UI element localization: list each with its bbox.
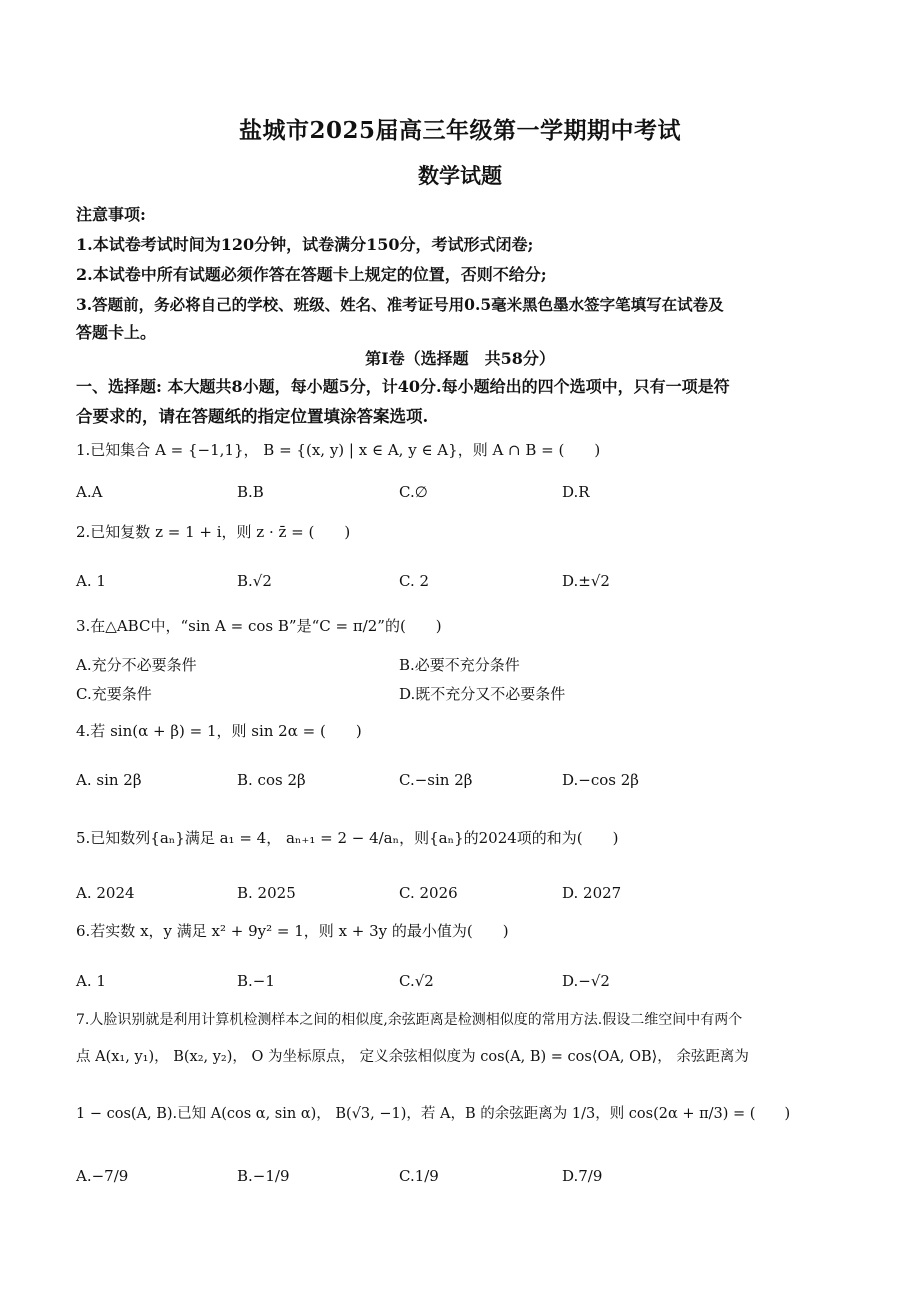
- question-1-stem: 1.已知集合 A = {−1,1}， B = {(x, y) | x ∈ A, y ∈ A}，则 A ∩ B = ( ): [76, 441, 601, 459]
- question-3-option-a: A.充分不必要条件: [76, 656, 197, 674]
- question-1-option-b: B.B: [237, 483, 264, 501]
- question-6-option-d: D.−√2: [562, 972, 610, 990]
- question-3-option-d: D.既不充分又不必要条件: [399, 685, 566, 703]
- question-7-stem-line: 点 A(x₁, y₁)， B(x₂, y₂)， O 为坐标原点， 定义余弦相似度为 cos(A, B) = cos⟨OA, OB⟩， 余弦距离为: [76, 1049, 749, 1065]
- question-1-option-a: A.A: [76, 483, 103, 501]
- question-4-option-c: C.−sin 2β: [399, 771, 473, 789]
- question-4-stem: 4.若 sin(α + β) = 1，则 sin 2α = ( ): [76, 722, 362, 740]
- exam-title: 盐城市2025届高三年级第一学期期中考试: [238, 117, 681, 144]
- section-instructions-cont: 合要求的，请在答题纸的指定位置填涂答案选项.: [76, 407, 429, 426]
- notice-item: 1.本试卷考试时间为120分钟，试卷满分150分，考试形式闭卷;: [76, 235, 534, 254]
- question-3-option-c: C.充要条件: [76, 685, 152, 703]
- notice-heading: 注意事项:: [76, 205, 146, 224]
- question-1-option-d: D.R: [562, 483, 590, 501]
- notice-item: 2.本试卷中所有试题必须作答在答题卡上规定的位置，否则不给分;: [76, 265, 547, 284]
- question-7-option-c: C.1/9: [399, 1167, 439, 1185]
- section-instructions: 一、选择题: 本大题共8小题，每小题5分，计40分.每小题给出的四个选项中，只有一项是符: [76, 377, 730, 396]
- question-7-option-b: B.−1/9: [237, 1167, 290, 1185]
- question-5-option-c: C. 2026: [399, 884, 458, 902]
- question-2-stem: 2.已知复数 z = 1 + i，则 z · z̄ = ( ): [76, 523, 351, 541]
- question-2-option-a: A. 1: [76, 572, 106, 590]
- notice-item: 答题卡上。: [76, 323, 157, 342]
- question-2-option-d: D.±√2: [562, 572, 610, 590]
- question-4-option-d: D.−cos 2β: [562, 771, 639, 789]
- question-4-option-a: A. sin 2β: [76, 771, 142, 789]
- question-3-stem: 3.在△ABC中，“sin A = cos B”是“C = π/2”的( ): [76, 617, 442, 635]
- question-7-option-a: A.−7/9: [76, 1167, 129, 1185]
- question-5-option-a: A. 2024: [76, 884, 135, 902]
- question-5-stem: 5.已知数列{aₙ}满足 a₁ = 4， aₙ₊₁ = 2 − 4/aₙ，则{aₙ}的2024项的和为( ): [76, 829, 619, 847]
- question-2-option-c: C. 2: [399, 572, 430, 590]
- question-4-option-b: B. cos 2β: [237, 771, 306, 789]
- question-2-option-b: B.√2: [237, 572, 272, 590]
- question-6-stem: 6.若实数 x，y 满足 x² + 9y² = 1，则 x + 3y 的最小值为( ): [76, 922, 509, 940]
- question-6-option-b: B.−1: [237, 972, 275, 990]
- question-6-option-c: C.√2: [399, 972, 434, 990]
- notice-item: 3.答题前，务必将自己的学校、班级、姓名、准考证号用0.5毫米黑色墨水签字笔填写在试卷及: [76, 295, 724, 314]
- part-title: 第Ⅰ卷（选择题 共58分）: [365, 349, 555, 368]
- question-1-option-c: C.∅: [399, 483, 428, 501]
- exam-subtitle: 数学试题: [418, 163, 502, 188]
- question-5-option-b: B. 2025: [237, 884, 296, 902]
- question-7-stem-line: 1 − cos(A, B).已知 A(cos α, sin α)， B(√3, −1)，若 A，B 的余弦距离为 1/3，则 cos(2α + π/3) = ( ): [76, 1106, 791, 1122]
- question-5-option-d: D. 2027: [562, 884, 622, 902]
- question-6-option-a: A. 1: [76, 972, 106, 990]
- question-7-option-d: D.7/9: [562, 1167, 603, 1185]
- question-7-stem-line: 7.人脸识别就是利用计算机检测样本之间的相似度,余弦距离是检测相似度的常用方法.假设二维空间中有两个: [76, 1012, 743, 1028]
- question-3-option-b: B.必要不充分条件: [399, 656, 520, 674]
